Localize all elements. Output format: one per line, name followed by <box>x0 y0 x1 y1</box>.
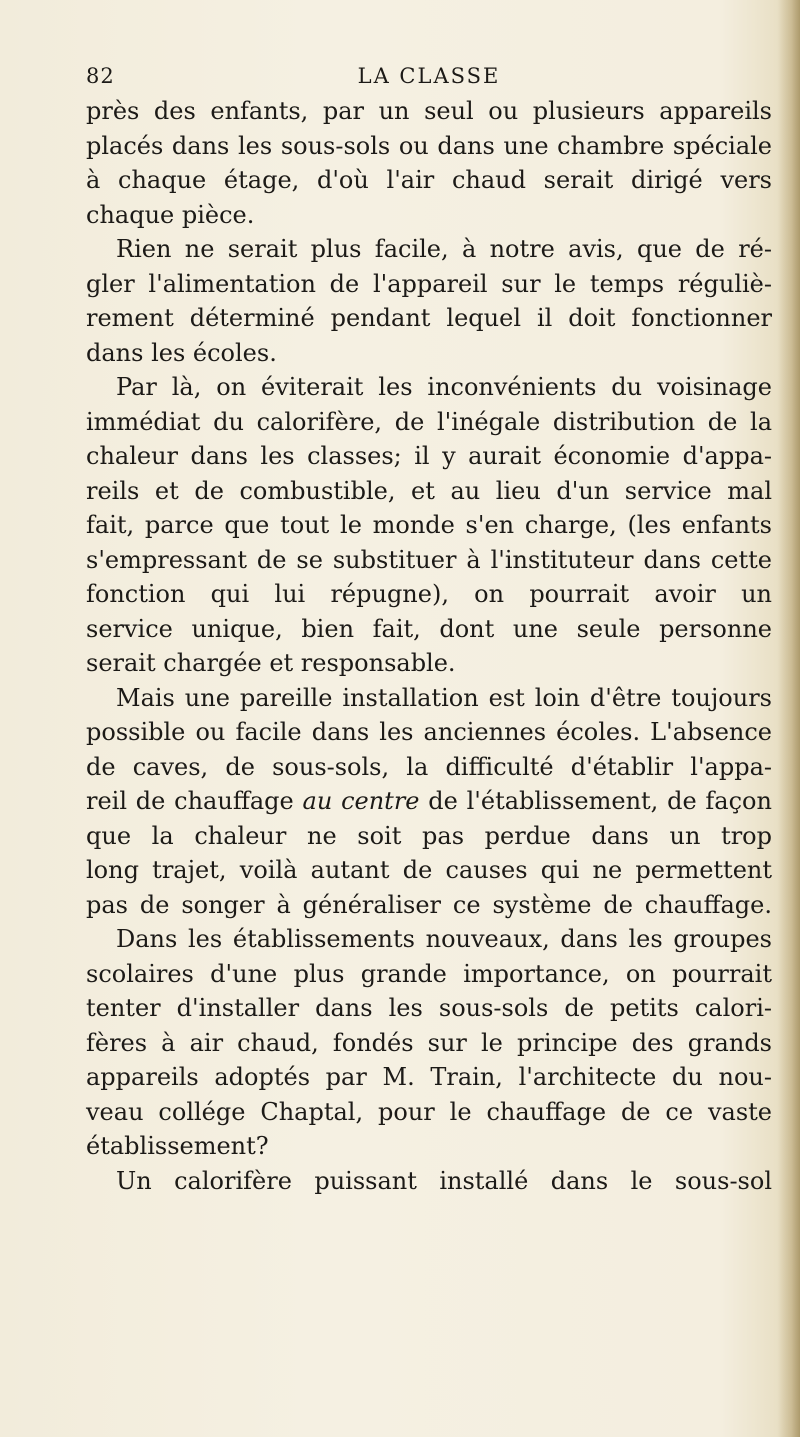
text-line <box>86 750 772 785</box>
text-line-content: rement déterminé pendant lequel il doit fonctionner <box>86 304 772 332</box>
text-line-content: dans les écoles. <box>86 338 277 367</box>
text-line-content: reil de chauffage <box>86 787 294 815</box>
text-line-content: placés dans les sous-sols ou dans une chambre spéciale <box>86 131 772 160</box>
text-line-content: Dans les établissements nouveaux, dans les groupes <box>116 925 772 953</box>
text-line <box>86 129 772 164</box>
text-line <box>86 922 772 957</box>
text-line-content: appareils adoptés par M. Train, l'architecte du nou- <box>86 1063 772 1091</box>
text-line <box>86 1026 772 1061</box>
text-line-content: Rien ne serait plus facile, à notre avis, que de ré- <box>116 235 772 263</box>
text-line-content: chaleur dans les classes; il y aurait économie d'appa- <box>86 442 772 470</box>
text-line <box>86 1164 772 1199</box>
text-line <box>86 163 772 198</box>
text-line-content: tenter d'installer dans les sous-sols de petits calori- <box>86 994 772 1022</box>
italic-phrase: au centre <box>302 787 420 815</box>
text-line <box>86 543 772 578</box>
text-line-content: s'empressant de se substituer à l'instituteur dans cette <box>86 545 772 574</box>
text-line-content: gler l'alimentation de l'appareil sur le temps réguliè- <box>86 269 772 298</box>
text-line <box>86 957 772 992</box>
text-line <box>86 336 772 371</box>
text-line <box>86 715 772 750</box>
text-line <box>86 646 772 681</box>
text-line-content: Par là, on éviterait les inconvénients du voisinage <box>116 373 772 401</box>
page-edge-shadow <box>778 0 800 1437</box>
text-line-content: de caves, de sous-sols, la difficulté d'établir l'appa- <box>86 752 772 781</box>
text-line <box>86 991 772 1026</box>
running-head <box>86 64 772 94</box>
text-line-content: service unique, bien fait, dont une seule personne <box>86 614 772 643</box>
text-line <box>86 1060 772 1095</box>
text-line <box>86 301 772 336</box>
page-number: 82 <box>86 64 115 88</box>
text-line <box>86 1095 772 1130</box>
text-line <box>86 853 772 888</box>
text-line <box>86 819 772 854</box>
text-line-content: long trajet, voilà autant de causes qui ne permettent <box>86 856 772 884</box>
text-line <box>86 370 772 405</box>
text-line-content: serait chargée et responsable. <box>86 649 456 677</box>
text-line-content: chaque pièce. <box>86 200 255 229</box>
text-line-content: fères à air chaud, fondés sur le principe des grands <box>86 1028 772 1057</box>
text-line <box>86 232 772 267</box>
text-line-content: Mais une pareille installation est loin d'être toujours <box>116 683 772 712</box>
text-line-content: Un calorifère puissant installé dans le sous-sol <box>116 1166 772 1195</box>
text-line <box>86 405 772 440</box>
text-line-content: pas de songer à généraliser ce système de chauffage. <box>86 890 772 919</box>
running-title: LA CLASSE <box>357 64 501 88</box>
text-line <box>86 267 772 302</box>
text-line <box>86 681 772 716</box>
text-line-content: fonction qui lui répugne), on pourrait avoir un <box>86 580 772 608</box>
body-text <box>86 94 772 1198</box>
text-line <box>86 439 772 474</box>
text-line-continuation: de l'établissement, de façon <box>428 787 772 815</box>
text-line-content: que la chaleur ne soit pas perdue dans un trop <box>86 821 772 850</box>
text-line <box>86 784 772 819</box>
text-line <box>86 1129 772 1164</box>
text-line <box>86 577 772 612</box>
text-line-content: immédiat du calorifère, de l'inégale distribution de la <box>86 407 772 436</box>
text-line <box>86 508 772 543</box>
text-line-content: scolaires d'une plus grande importance, on pourrait <box>86 959 772 988</box>
text-line-content: veau collége Chaptal, pour le chauffage de ce vaste <box>86 1097 772 1126</box>
text-line <box>86 474 772 509</box>
text-line-content: reils et de combustible, et au lieu d'un service mal <box>86 476 772 505</box>
text-line <box>86 888 772 923</box>
text-line-content: à chaque étage, d'où l'air chaud serait dirigé vers <box>86 166 772 194</box>
text-line <box>86 198 772 233</box>
text-line-content: possible ou facile dans les anciennes écoles. L'absence <box>86 718 772 746</box>
text-line-content: fait, parce que tout le monde s'en charge, (les enfants <box>86 511 772 539</box>
text-line <box>86 612 772 647</box>
text-line <box>86 94 772 129</box>
text-line-content: près des enfants, par un seul ou plusieurs appareils <box>86 97 772 125</box>
text-line-content: établissement? <box>86 1132 269 1160</box>
